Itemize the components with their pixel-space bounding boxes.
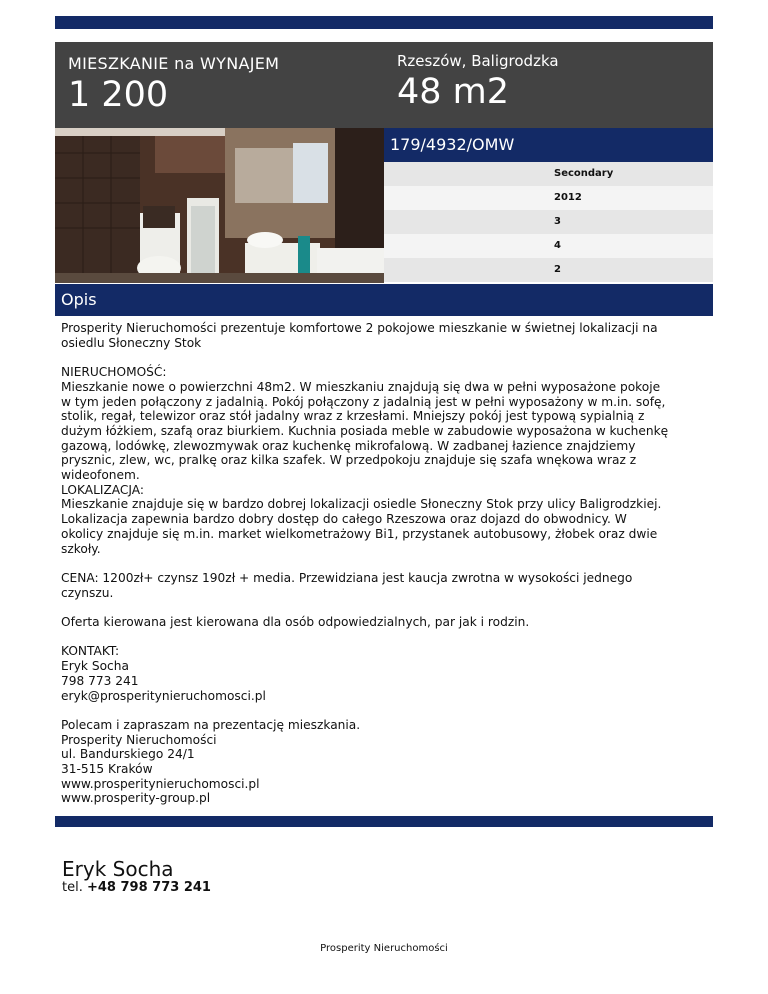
reference-number: 179/4932/OMW (384, 128, 713, 162)
param-market: Secondary (384, 162, 713, 186)
property-photo (55, 128, 384, 283)
contact-paragraph (61, 644, 709, 703)
property-paragraph (61, 365, 709, 556)
text-line: szkoły. (61, 541, 101, 556)
footer-company: Prosperity Nieruchomości (320, 943, 448, 954)
price: 1 200 (68, 75, 169, 115)
phone-label: tel. (62, 880, 83, 895)
text-line: Polecam i zapraszam na prezentację mieszkania. (61, 717, 361, 732)
parameters-table (384, 162, 713, 282)
text-line: www.prosperity-group.pl (61, 791, 211, 806)
agent-phone (62, 880, 211, 895)
header-right (397, 52, 559, 112)
text-line: KONTAKT: (61, 644, 120, 659)
text-line: dużym łóżkiem, szafą oraz biurkiem. Kuchnia posiada meble w zabudowie wyposażona w kuchenkę (61, 423, 669, 438)
text-line: Prosperity Nieruchomości prezentuje komfortowe 2 pokojowe mieszkanie w świetnej lokalizacji na (61, 321, 658, 335)
text-line: Lokalizacja zapewnia bardzo dobry dostęp do całego Rzeszowa oraz dojazd do obwodnicy. W (61, 512, 627, 527)
text-line: Mieszkanie nowe o powierzchni 48m2. W mieszkaniu znajdują się dwa w pełni wyposażone pokoje (61, 379, 661, 394)
top-divider-bar (55, 16, 713, 29)
text-line: Oferta kierowana jest kierowana dla osób odpowiedzialnych, par jak i rodzin. (61, 615, 530, 630)
param-floors: 4 (384, 234, 713, 258)
text-line: osiedlu Słoneczny Stok (61, 335, 202, 350)
text-line: gazową, lodówkę, zlewozmywak oraz kuchenkę mikrofalową. W zadbanej łazience znajdziemy (61, 438, 636, 453)
text-line: Prosperity Nieruchomości (61, 732, 217, 747)
header-left (68, 54, 279, 115)
text-line: okolicy znajduje się m.in. market wielkometrażowy Bi1, przystanek autobusowy, żłobek oraz dwie (61, 526, 658, 541)
agent-name: Eryk Socha (62, 857, 174, 881)
text-line: Eryk Socha (61, 659, 129, 674)
text-line: 798 773 241 (61, 673, 139, 688)
param-floor: 3 (384, 210, 713, 234)
description-heading: Opis (55, 284, 713, 316)
text-line: CENA: 1200zł+ czynsz 190zł + media. Przewidziana jest kaucja zwrotna w wysokości jednego (61, 570, 633, 585)
phone-number: +48 798 773 241 (86, 880, 211, 895)
text-line: eryk@prosperitynieruchomosci.pl (61, 688, 266, 703)
area: 48 m2 (397, 72, 510, 112)
param-year: 2012 (384, 186, 713, 210)
text-line: Mieszkanie znajduje się w bardzo dobrej lokalizacji osiedle Słoneczny Stok przy ulicy Baligrodzkiej. (61, 497, 662, 512)
location: Rzeszów, Baligrodzka (397, 52, 559, 70)
property-title: NIERUCHOMOŚĆ: (61, 365, 167, 380)
text-line: stolik, regał, telewizor oraz stół jadalny wraz z krzesłami. Mniejszy pokój jest typową sypialnią z (61, 409, 645, 424)
text-line: www.prosperitynieruchomosci.pl (61, 776, 260, 791)
price-paragraph (61, 571, 709, 600)
text-line: wideofonem. (61, 468, 140, 483)
param-rooms: 2 (384, 258, 713, 282)
location-title: LOKALIZACJA: (61, 482, 145, 497)
text-line: prysznic, zlew, wc, pralkę oraz kilka szafek. W przedpokoju znajduje się szafa wnękowa wraz z (61, 453, 637, 468)
target-paragraph (61, 615, 709, 630)
offer-type: MIESZKANIE na WYNAJEM (68, 54, 280, 73)
intro-paragraph (61, 321, 709, 350)
listing-header (55, 42, 713, 128)
text-line: w tym jeden połączony z jadalnią. Pokój połączony z jadalnią jest w pełni wyposażony w m.in. sofę, (61, 394, 666, 409)
bottom-divider-bar (55, 816, 713, 827)
description-body (61, 321, 709, 821)
closing-paragraph (61, 718, 709, 806)
text-line: 31-515 Kraków (61, 762, 153, 777)
text-line: ul. Bandurskiego 24/1 (61, 747, 195, 762)
text-line: czynszu. (61, 585, 114, 600)
